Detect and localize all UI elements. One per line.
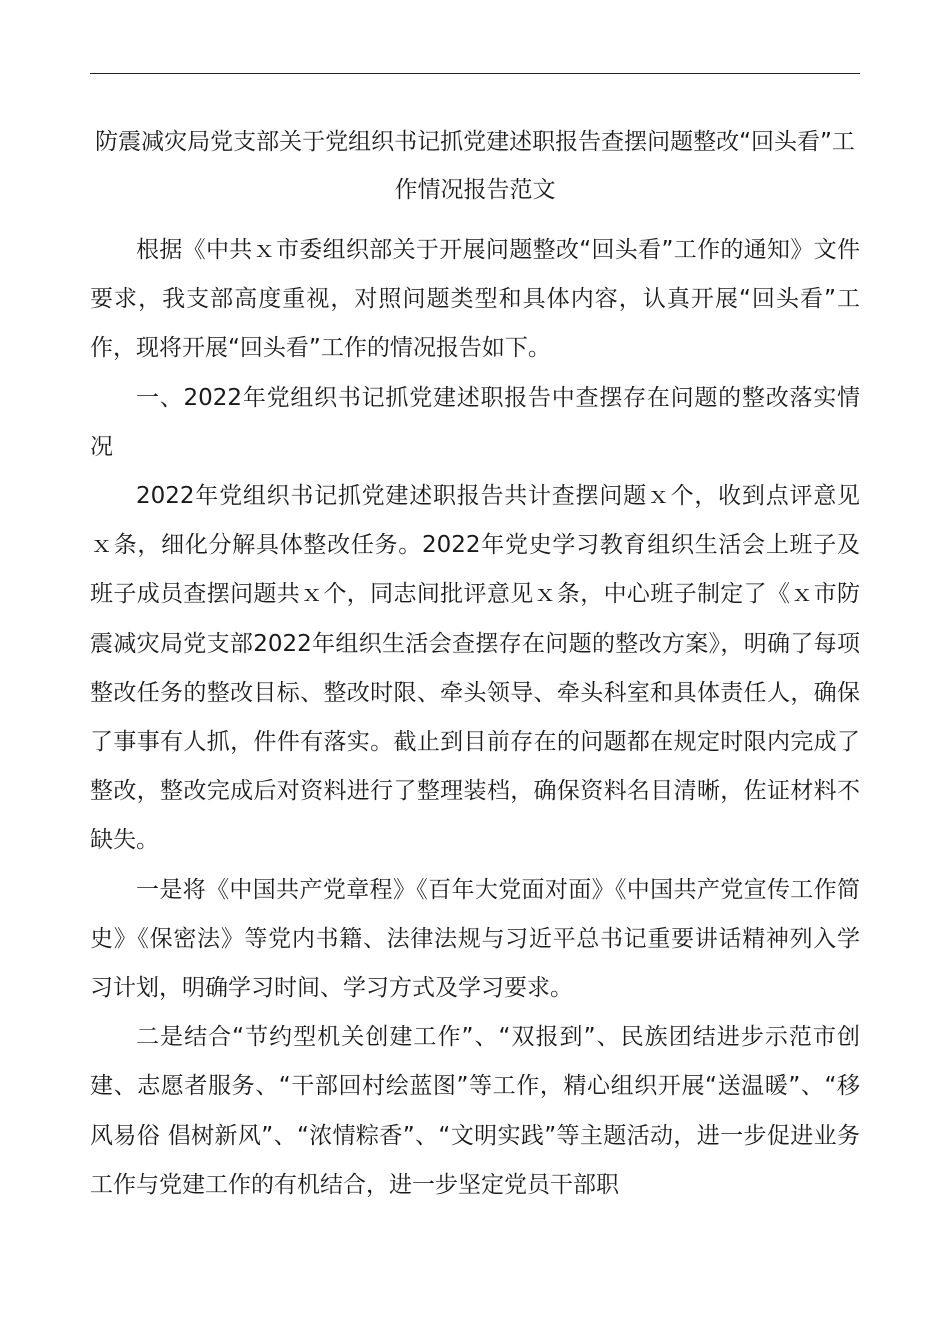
paragraph-point-two: 二是结合“节约型机关创建工作”、“双报到”、民族团结进步示范市创建、志愿者服务、“干部回村绘蓝图”等工作，精心组织开展“送温暖”、“移风易俗 倡树新风”、“浓情粽香”、“文明实践”等主题活动，进一步促进业务工作与党建工作的有机结合，进一步坚定党员干部职 bbox=[90, 1024, 860, 1198]
header-rule bbox=[90, 73, 860, 74]
section-heading-1: 一、2022年党组织书记抓党建述职报告中查摆存在问题的整改落实情况 bbox=[90, 384, 860, 460]
document-body bbox=[90, 118, 860, 1210]
paragraph-rectification-summary: 2022年党组织书记抓党建述职报告共计查摆问题ｘ个，收到点评意见ｘ条，细化分解具体整改任务。2022年党史学习教育组织生活会上班子及班子成员查摆问题共ｘ个，同志间批评意见ｘ条，中心班子制定了《ｘ市防震减灾局党支部2022年组织生活会查摆存在问题的整改方案》，明确了每项整改任务的整改目标、整改时限、牵头领导、牵头科室和具体责任人，确保了事事有人抓，件件有落实。截止到目前存在的问题都在规定时限内完成了整改，整改完成后对资料进行了整理装档，确保资料名目清晰，佐证材料不缺失。 bbox=[90, 483, 860, 854]
paragraph-point-one: 一是将《中国共产党章程》《百年大党面对面》《中国共产党宣传工作简史》《保密法》等党内书籍、法律法规与习近平总书记重要讲话精神列入学习计划，明确学习时间、学习方式及学习要求。 bbox=[90, 876, 860, 1002]
paragraph-intro: 根据《中共ｘ市委组织部关于开展问题整改“回头看”工作的通知》文件要求，我支部高度重视，对照问题类型和具体内容，认真开展“回头看”工作，现将开展“回头看”工作的情况报告如下。 bbox=[90, 237, 860, 362]
document-title: 防震减灾局党支部关于党组织书记抓党建述职报告查摆问题整改“回头看”工作情况报告范文 bbox=[95, 129, 855, 203]
